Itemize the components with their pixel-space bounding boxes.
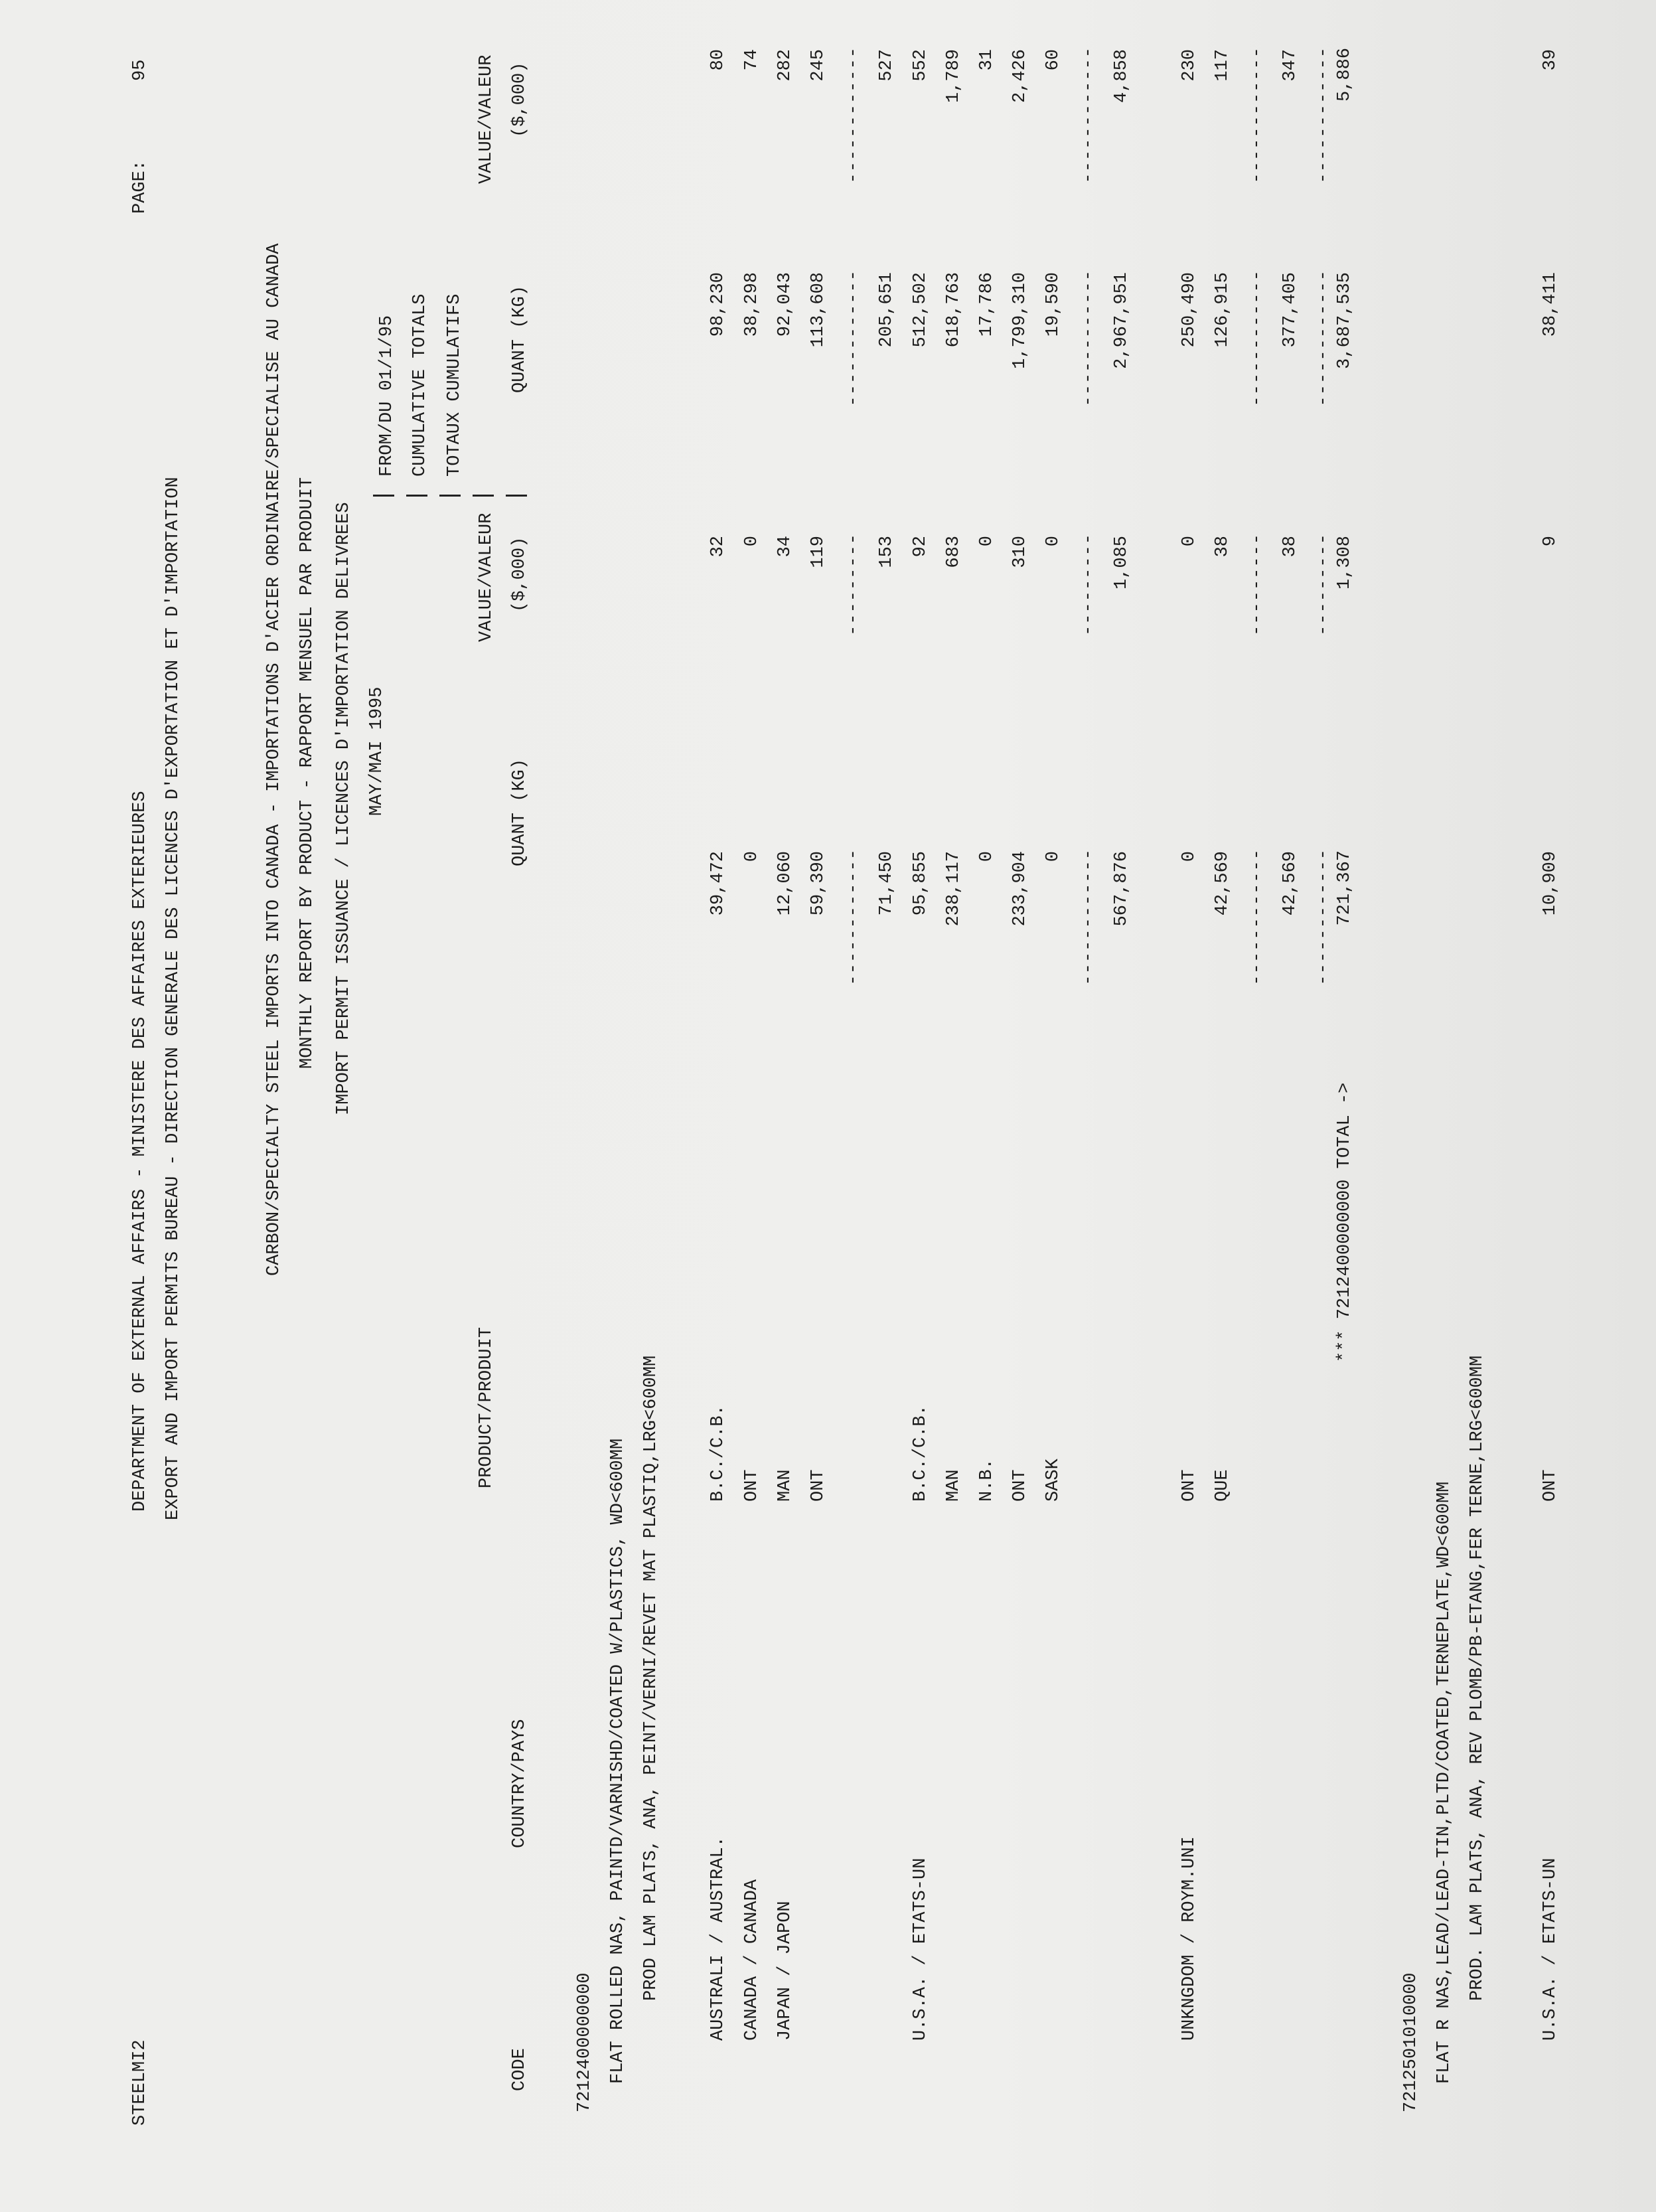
province-cell: N.B. [977, 1459, 997, 1502]
cum-value-cell: 552 [911, 49, 931, 82]
cum-value-cell: 245 [808, 49, 828, 82]
col-cum-value-unit: ($,000) [510, 62, 530, 137]
divider [439, 495, 461, 497]
subtotal-rule: ------------ [844, 270, 864, 407]
col-product: PRODUCT/PRODUIT [477, 1326, 496, 1488]
cum-value-cell: 527 [877, 49, 897, 82]
dept-line: DEPARTMENT OF EXTERNAL AFFAIRS - MINISTERE DES AFFAIRES EXTERIEURES [130, 791, 150, 1512]
subtotal-rule: ------------ [1247, 270, 1267, 407]
cum-quant-cell: 38,411 [1541, 272, 1560, 337]
col-cum-quant: QUANT (KG) [510, 285, 530, 393]
page-label: PAGE: [130, 159, 150, 214]
province-cell: ONT [742, 1469, 762, 1502]
monthly-line: MONTHLY REPORT BY PRODUCT - RAPPORT MENSUEL PAR PRODUIT [297, 477, 317, 1069]
value-cell: 153 [877, 536, 897, 568]
quant-cell: 0 [742, 851, 762, 862]
quant-cell: 95,855 [911, 851, 931, 916]
col-value: VALUE/VALEUR [477, 513, 496, 642]
total-label: *** 7212400000000 TOTAL -> [1335, 1082, 1355, 1362]
quant-cell: 12,060 [775, 851, 795, 916]
province-cell: ONT [1179, 1469, 1199, 1502]
report-period: MAY/MAI 1995 [367, 686, 387, 816]
cum-value-cell: 31 [977, 49, 997, 71]
value-cell: 38 [1280, 536, 1300, 558]
value-cell: 310 [1010, 536, 1030, 568]
total-cum-value: 5,886 [1335, 48, 1355, 102]
cum-quant-cell: 92,043 [775, 272, 795, 337]
country-cell: CANADA / CANADA [742, 1879, 762, 2041]
cum-quant-cell: 377,405 [1280, 272, 1300, 348]
cum-value-cell: 2,426 [1010, 49, 1030, 104]
cum-quant-cell: 250,490 [1179, 272, 1199, 348]
total-rule: ------------ [1314, 848, 1333, 986]
cumulative-label: CUMULATIVE TOTALS [410, 293, 430, 477]
country-cell: U.S.A. / ETATS-UN [911, 1857, 931, 2041]
total-rule: ------------ [1314, 270, 1333, 407]
report-id: STEELMI2 [130, 2039, 150, 2126]
cum-quant-cell: 126,915 [1213, 272, 1233, 348]
cum-value-cell: 39 [1541, 49, 1560, 71]
cum-quant-cell: 98,230 [708, 272, 728, 337]
quant-cell: 59,390 [808, 851, 828, 916]
quant-cell: 238,117 [944, 851, 964, 927]
cum-quant-cell: 19,590 [1043, 272, 1063, 337]
cum-value-cell: 74 [742, 49, 762, 71]
cum-value-cell: 60 [1043, 49, 1063, 71]
value-cell: 0 [1179, 536, 1199, 547]
province-cell: ONT [1010, 1469, 1030, 1502]
cum-value-cell: 230 [1179, 49, 1199, 82]
province-cell: QUE [1213, 1469, 1233, 1502]
from-date: FROM/DU 01/1/95 [377, 315, 397, 477]
value-cell: 92 [911, 536, 931, 558]
quant-cell: 39,472 [708, 851, 728, 916]
total-quant: 721,367 [1335, 850, 1355, 926]
quant-cell: 0 [977, 851, 997, 862]
cum-value-cell: 117 [1213, 49, 1233, 82]
value-cell: 0 [977, 536, 997, 547]
subtotal-rule: ------------ [1079, 270, 1098, 407]
product-desc-fr-2: PROD. LAM PLATS, ANA, REV PLOMB/PB-ETANG,FER TERNE,LRG<600MM [1468, 1355, 1487, 2001]
col-country: COUNTRY/PAYS [510, 1719, 530, 1848]
subtotal-rule: --------- [844, 533, 864, 636]
value-cell: 683 [944, 536, 964, 568]
value-cell: 38 [1213, 536, 1233, 558]
country-cell: UNKNGDOM / ROYM.UNI [1179, 1836, 1199, 2041]
quant-cell: 42,569 [1213, 851, 1233, 916]
page-number: 95 [130, 59, 150, 81]
issuance-line: IMPORT PERMIT ISSUANCE / LICENCES D'IMPORTATION DELIVREES [334, 502, 354, 1115]
province-cell: MAN [775, 1469, 795, 1502]
value-cell: 0 [742, 536, 762, 547]
province-cell: B.C./C.B. [911, 1405, 931, 1502]
total-rule: ------------ [1314, 46, 1333, 184]
cum-quant-cell: 1,799,310 [1010, 272, 1030, 369]
subtotal-rule: ------------ [1247, 46, 1267, 184]
col-code: CODE [510, 2048, 530, 2091]
quant-cell: 42,569 [1280, 851, 1300, 916]
product-desc-en-2: FLAT R NAS,LEAD/LEAD-TIN,PLTD/COATED,TERNEPLATE,WD<600MM [1434, 1481, 1454, 2084]
cum-value-cell: 4,858 [1112, 49, 1132, 104]
cum-value-cell: 1,789 [944, 49, 964, 104]
col-cum-value: VALUE/VALEUR [477, 54, 496, 184]
value-cell: 1,085 [1112, 536, 1132, 590]
cum-quant-cell: 618,763 [944, 272, 964, 348]
quant-cell: 71,450 [877, 851, 897, 916]
report-title: CARBON/SPECIALTY STEEL IMPORTS INTO CANADA - IMPORTATIONS D'ACIER ORDINAIRE/SPECIALISE AU CANADA [264, 243, 284, 1276]
cum-quant-cell: 205,651 [877, 272, 897, 348]
divider [473, 495, 494, 497]
total-cum-quant: 3,687,535 [1335, 272, 1355, 369]
bureau-line: EXPORT AND IMPORT PERMITS BUREAU - DIRECTION GENERALE DES LICENCES D'EXPORTATION ET D'IMPORTATION [163, 477, 183, 1520]
divider [406, 495, 427, 497]
value-cell: 32 [708, 536, 728, 558]
cum-quant-cell: 113,608 [808, 272, 828, 348]
total-rule: --------- [1314, 533, 1333, 636]
country-cell: JAPAN / JAPON [775, 1901, 795, 2041]
subtotal-rule: ------------ [1079, 848, 1098, 986]
divider [373, 495, 394, 497]
quant-cell: 0 [1043, 851, 1063, 862]
product-code-2: 7212501010000 [1401, 1972, 1421, 2112]
cum-quant-cell: 512,502 [911, 272, 931, 348]
province-cell: SASK [1043, 1459, 1063, 1502]
value-cell: 119 [808, 536, 828, 568]
col-value-unit: ($,000) [510, 536, 530, 612]
subtotal-rule: --------- [1247, 533, 1267, 636]
product-code: 7212400000000 [575, 1972, 595, 2112]
cum-quant-cell: 17,786 [977, 272, 997, 337]
cum-value-cell: 282 [775, 49, 795, 82]
product-desc-fr: PROD LAM PLATS, ANA, PEINT/VERNI/REVET MAT PLASTIQ,LRG<600MM [641, 1355, 661, 2001]
subtotal-rule: ------------ [844, 46, 864, 184]
cum-quant-cell: 2,967,951 [1112, 272, 1132, 369]
divider [506, 495, 527, 497]
totaux-label: TOTAUX CUMULATIFS [445, 293, 465, 477]
subtotal-rule: ------------ [1079, 46, 1098, 184]
province-cell: ONT [808, 1469, 828, 1502]
cum-quant-cell: 38,298 [742, 272, 762, 337]
total-value: 1,308 [1335, 536, 1355, 590]
quant-cell: 10,909 [1541, 851, 1560, 916]
value-cell: 9 [1541, 536, 1560, 547]
province-cell: B.C./C.B. [708, 1405, 728, 1502]
country-cell: AUSTRALI / AUSTRAL. [708, 1836, 728, 2041]
product-desc-en: FLAT ROLLED NAS, PAINTD/VARNISHD/COATED W/PLASTICS, WD<600MM [608, 1438, 628, 2084]
subtotal-rule: ------------ [1247, 848, 1267, 986]
country-cell: U.S.A. / ETATS-UN [1541, 1857, 1560, 2041]
province-cell: MAN [944, 1469, 964, 1502]
value-cell: 34 [775, 536, 795, 558]
col-quant: QUANT (KG) [510, 758, 530, 866]
subtotal-rule: ------------ [844, 848, 864, 986]
cum-value-cell: 347 [1280, 49, 1300, 82]
subtotal-rule: --------- [1079, 533, 1098, 636]
quant-cell: 0 [1179, 851, 1199, 862]
cum-value-cell: 80 [708, 49, 728, 71]
province-cell: ONT [1541, 1469, 1560, 1502]
quant-cell: 567,876 [1112, 851, 1132, 927]
value-cell: 0 [1043, 536, 1063, 547]
quant-cell: 233,904 [1010, 851, 1030, 927]
